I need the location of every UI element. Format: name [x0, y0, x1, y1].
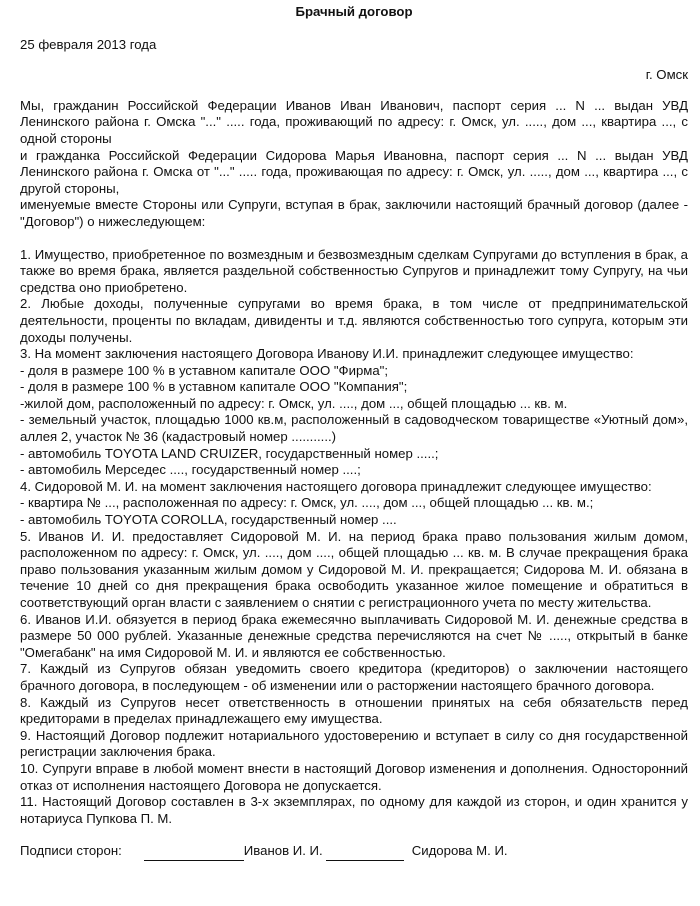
clause-4-item: - квартира № ..., расположенная по адресу: г. Омск, ул. ...., дом ..., общей площадью ... кв. м.;: [20, 495, 594, 511]
clause-3: 3. На момент заключения настоящего Договора Иванову И.И. принадлежит следующее имущество:: [20, 346, 634, 362]
intro-paragraph: и гражданка Российской Федерации Сидорова Марья Ивановна, паспорт серия ... N ... выдан УВД Ленинского района г. Омска от "..." ..... года, проживающая по адресу: г. Омск, ул. ....., дом ..., квартира ..., с другой стороны,: [20, 147, 688, 196]
clause-4-item: - автомобиль TOYOTA COROLLA, государственный номер ....: [20, 512, 397, 528]
signature-party-1: Иванов И. И.: [243, 843, 323, 859]
intro-paragraph: именуемые вместе Стороны или Супруги, вступая в брак, заключили настоящий брачный договор (далее - "Договор") о нижеследующем:: [20, 197, 688, 229]
signatures-row: [20, 843, 688, 861]
intro-paragraph: Мы, гражданин Российской Федерации Иванов Иван Иванович, паспорт серия ... N ... выдан УВД Ленинского района г. Омска "..." ..... года, проживающий по адресу: г. Омск, ул. ....., дом ..., квартира ..., с одной стороны: [20, 97, 688, 146]
clause-3-item: - земельный участок, площадью 1000 кв.м, расположенный в садоводческом товариществе «Уютный дом», аллея 2, участок № 36 (кадастровый номер ...........): [20, 412, 688, 445]
clause-5: 5. Иванов И. И. предоставляет Сидоровой М. И. на период брака право пользования жилым домом, расположенном по адресу: г. Омск, ул. ...., дом ...., общей площадью ... кв. м. В случае прекращения брака право пользования указанным жилым домом у Сидоровой М. И. прекращается; Сидорова М. И. обязана в течение 10 дней со дня прекращения брака освободить указанное жилое помещение и обратиться в соответствующий орган власти с заявлением о снятии с регистрационного учета по месту жительства.: [20, 528, 688, 610]
clause-3-item: -жилой дом, расположенный по адресу: г. Омск, ул. ...., дом ..., общей площадью ... кв. м.: [20, 395, 568, 411]
clause-2: 2. Любые доходы, полученные супругами во время брака, в том числе от предпринимательской деятельности, проценты по вкладам, дивиденты и т.д. являются собственностью того супруга, которым эти доходы получены.: [20, 296, 688, 345]
spacer: [20, 231, 688, 247]
clause-10: 10. Супруги вправе в любой момент внести в настоящий Договор изменения и дополнения. Односторонний отказ от исполнения настоящего Договора не допускается.: [20, 760, 688, 793]
clause-4: 4. Сидоровой М. И. на момент заключения настоящего договора принадлежит следующее имущество:: [20, 478, 652, 494]
clause-9: 9. Настоящий Договор подлежит нотариального удостоверению и вступает в силу со дня государственной регистрации заключения брака.: [20, 727, 688, 760]
signature-line: [326, 843, 404, 861]
document-date: 25 февраля 2013 года: [20, 36, 157, 52]
document-title: Брачный договор: [295, 4, 413, 19]
clause-3-item: - автомобиль TOYOTA LAND CRUIZER, государственный номер .....;: [20, 445, 439, 461]
document-city: г. Омск: [645, 67, 688, 83]
signature-line: [144, 843, 244, 861]
clause-1: 1. Имущество, приобретенное по возмездным и безвозмездным сделкам Супругами до вступления в брак, а также во время брака, является раздельной собственностью Супругов и принадлежит тому Супругу, на чьи средства оно приобретено.: [20, 246, 688, 295]
intro-section: [20, 98, 688, 231]
clause-3-item: - доля в размере 100 % в уставном капитале ООО "Фирма";: [20, 362, 389, 378]
clause-11: 11. Настоящий Договор составлен в 3-х экземплярах, по одному для каждой из сторон, и один хранится у нотариуса Пупкова П. М.: [20, 794, 688, 826]
clauses-section: [20, 247, 688, 828]
clause-8: 8. Каждый из Супругов несет ответственность в отношении принятых на себя обязательств перед кредиторами в пределах принадлежащего ему имущества.: [20, 694, 688, 727]
clause-3-item: - доля в размере 100 % в уставном капитале ООО "Компания";: [20, 379, 408, 395]
clause-6: 6. Иванов И.И. обязуется в период брака ежемесячно выплачивать Сидоровой М. И. денежные средства в размере 50 000 рублей. Указанные денежные средства перечисляются на счет № ....., открытый в банке "Омегабанк" на имя Сидоровой М. И. и являются ее собственностью.: [20, 611, 688, 660]
signatures-label: Подписи сторон:: [20, 843, 122, 859]
clause-3-item: - автомобиль Мерседес ...., государственный номер ....;: [20, 462, 361, 478]
clause-7: 7. Каждый из Супругов обязан уведомить своего кредитора (кредиторов) о заключении настоящего брачного договора, в последующем - об изменении или о расторжении настоящего брачного договора.: [20, 661, 688, 693]
signature-party-2: Сидорова М. И.: [411, 843, 508, 859]
